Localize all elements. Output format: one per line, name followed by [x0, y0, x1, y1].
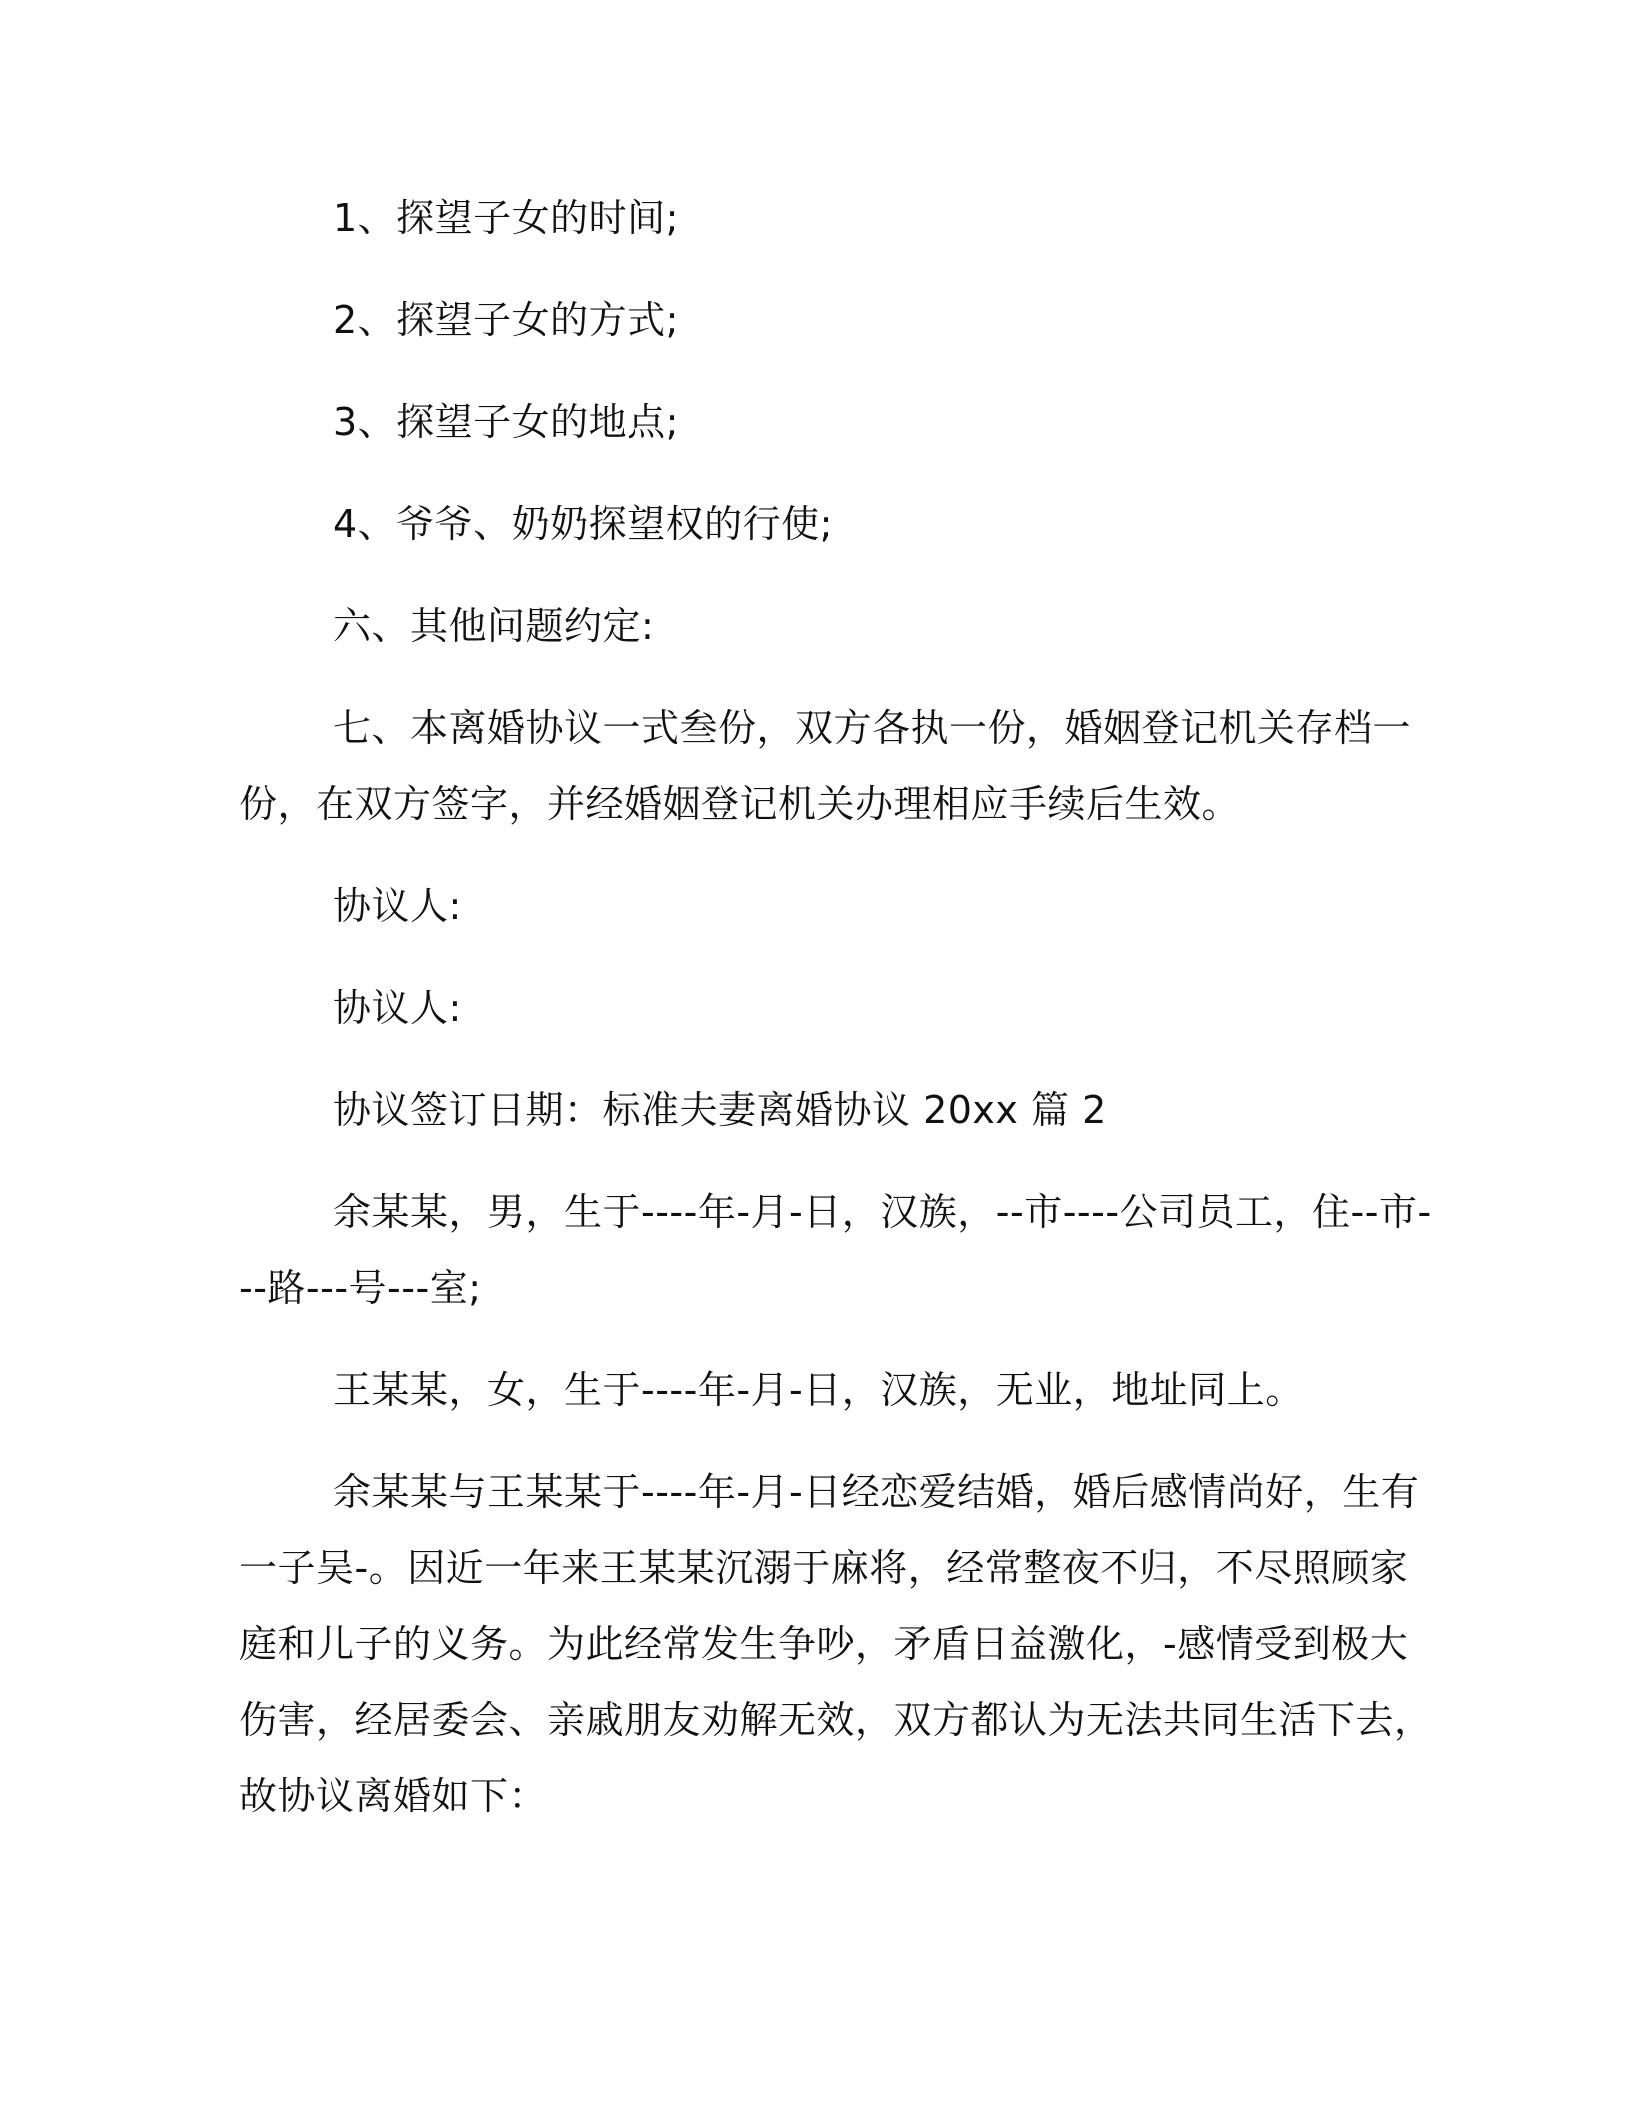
- signatory-label-1: 协议人:: [333, 884, 462, 928]
- party-one-line-2: --路---号---室;: [239, 1266, 482, 1310]
- background-line-3: 庭和儿子的义务。为此经常发生争吵，矛盾日益激化，-感情受到极大: [239, 1622, 1409, 1666]
- party-two-line: 王某某，女，生于----年-月-日，汉族，无业，地址同上。: [333, 1368, 1304, 1412]
- visit-time-item: 1、探望子女的时间;: [333, 196, 679, 240]
- background-line-4: 伤害，经居委会、亲戚朋友劝解无效，双方都认为无法共同生活下去，: [239, 1698, 1433, 1742]
- background-line-5: 故协议离婚如下：: [239, 1774, 548, 1818]
- grandparents-visit-item: 4、爷爷、奶奶探望权的行使;: [333, 502, 833, 546]
- visit-method-item: 2、探望子女的方式;: [333, 298, 679, 342]
- copies-clause-line-1: 七、本离婚协议一式叁份，双方各执一份，婚姻登记机关存档一: [333, 706, 1412, 750]
- background-line-2: 一子吴-。因近一年来王某某沉溺于麻将，经常整夜不归，不尽照顾家: [239, 1546, 1409, 1590]
- visit-location-item: 3、探望子女的地点;: [333, 400, 679, 444]
- signing-date-line: 协议签订日期：标准夫妻离婚协议 20xx 篇 2: [333, 1088, 1107, 1132]
- party-one-line-1: 余某某，男，生于----年-月-日，汉族，--市----公司员工，住--市-: [333, 1190, 1432, 1234]
- signatory-label-2: 协议人:: [333, 986, 462, 1030]
- copies-clause-line-2: 份，在双方签字，并经婚姻登记机关办理相应手续后生效。: [239, 782, 1241, 826]
- other-issues-heading: 六、其他问题约定:: [333, 604, 655, 648]
- background-line-1: 余某某与王某某于----年-月-日经恋爱结婚，婚后感情尚好，生有: [333, 1470, 1420, 1514]
